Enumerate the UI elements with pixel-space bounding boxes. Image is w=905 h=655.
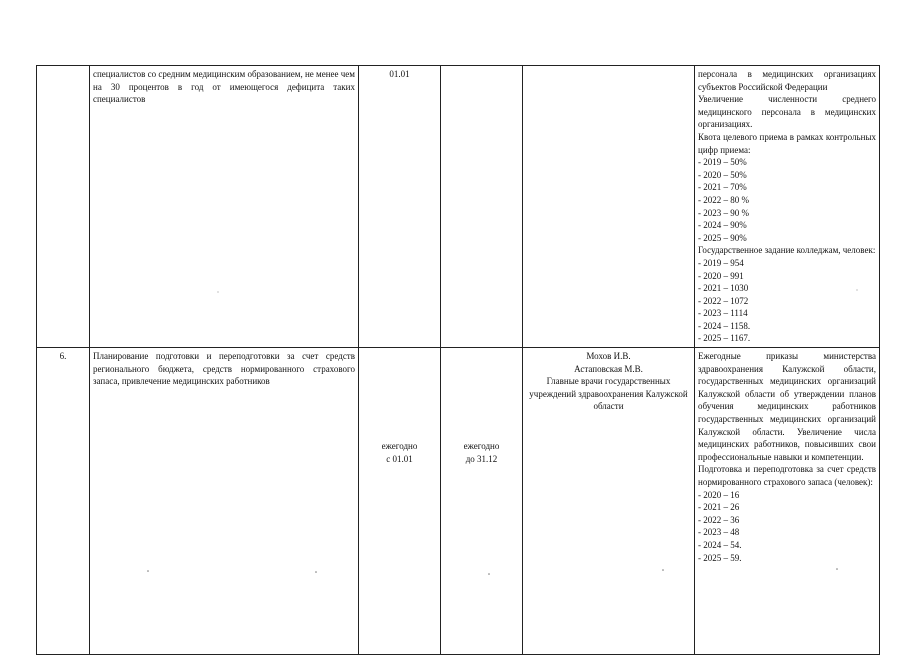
start-date: с 01.01 (386, 453, 413, 464)
result-line: персонала в медицинских организациях субъектов Российской Федерации (698, 69, 876, 92)
list-item: - 2025 – 59. (698, 552, 742, 563)
document-table (36, 65, 880, 655)
list-item: - 2023 – 1114 (698, 308, 748, 319)
start-date: 01.01 (389, 69, 410, 79)
list-item: - 2023 – 90 % (698, 207, 749, 218)
list-item: - 2023 – 48 (698, 527, 740, 538)
list-item: - 2019 – 50% (698, 157, 747, 168)
list-item: - 2021 – 70% (698, 182, 747, 193)
activity-cell (90, 66, 359, 348)
start-date-cell (359, 66, 441, 348)
result-cell (695, 66, 880, 348)
end-date-cell (441, 348, 523, 655)
row-number-cell (37, 66, 90, 348)
list-item: - 2022 – 36 (698, 514, 740, 525)
list-item: - 2022 – 1072 (698, 295, 749, 306)
list-item: - 2025 – 1167. (698, 333, 751, 344)
responsible-cell (523, 348, 695, 655)
start-date-cell (359, 348, 441, 655)
list-item: - 2020 – 991 (698, 270, 744, 281)
list-item: - 2024 – 54. (698, 539, 742, 550)
list-item: - 2024 – 1158. (698, 320, 751, 331)
end-date-cell (441, 66, 523, 348)
result-cell (695, 348, 880, 655)
list-heading: Подготовка и переподготовка за счет средств нормированного страхового запаса (человек): (698, 464, 876, 487)
responsible-person: Астаповская М.В. (574, 363, 643, 374)
responsible-organization: Главные врачи государственных учреждений здравоохранения Калужской области (529, 376, 688, 412)
list-item: - 2019 – 954 (698, 257, 744, 268)
list-item: - 2022 – 80 % (698, 194, 749, 205)
list-item: - 2021 – 26 (698, 502, 740, 513)
list-item: - 2020 – 50% (698, 169, 747, 180)
end-period: ежегодно (463, 441, 500, 452)
list-heading: Государственное задание колледжам, человек: (698, 245, 876, 256)
list-item: - 2024 – 90% (698, 220, 747, 231)
table-row (37, 66, 880, 348)
result-text: Ежегодные приказы министерства здравоохранения Калужской области, государственных медицинских организаций Калужской области об утверждении планов обучения медицинских работников государственных медицинских организаций Калужской области. Увеличение числа медицинских работников, повысивших свои профессиональные навыки и компетенции. (698, 351, 876, 462)
table-row (37, 348, 880, 655)
activity-text: Планирование подготовки и переподготовки за счет средств регионального бюджета, средств нормированного страхового запаса, привлечение медицинских работников (93, 351, 355, 387)
list-item: - 2025 – 90% (698, 232, 747, 243)
activity-text: специалистов со средним медицинским образованием, не менее чем на 30 процентов в год от имеющегося дефицита таких специалистов (93, 69, 355, 105)
responsible-person: Мохов И.В. (586, 351, 631, 362)
list-item: - 2020 – 16 (698, 489, 740, 500)
result-line: Увеличение численности среднего медицинского персонала в медицинских организациях. (698, 94, 876, 130)
activity-cell (90, 348, 359, 655)
result-line: Квота целевого приема в рамках контрольных цифр приема: (698, 131, 876, 155)
end-date: до 31.12 (465, 453, 498, 464)
list-item: - 2021 – 1030 (698, 283, 749, 294)
start-period: ежегодно (381, 441, 418, 452)
row-number-cell: 6. (37, 348, 90, 655)
responsible-cell (523, 66, 695, 348)
